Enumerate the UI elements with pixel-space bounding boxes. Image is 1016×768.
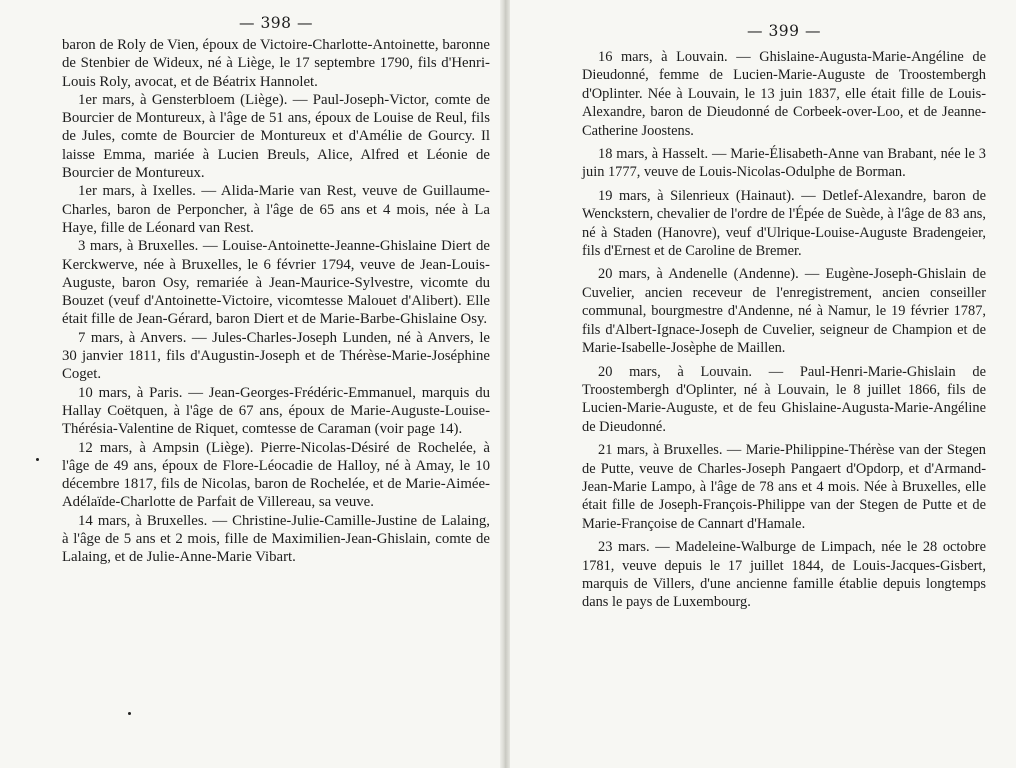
entry: 12 mars, à Ampsin (Liège). Pierre-Nicolas-Désiré de Rochelée, à l'âge de 49 ans, époux de Flore-Léocadie de Halloy, né à Amay, le 10 décembre 1817, fils de Nicolas, baron de Rochelée, et de Marie-Aimée-Adélaïde-Charlotte de Parfait de Villereau, sa veuve.	[62, 439, 490, 511]
entry: 21 mars, à Bruxelles. — Marie-Philippine-Thérèse van der Stegen de Putte, veuve de Charles-Joseph Pangaert d'Opdorp, et d'Armand-Jean-Marie Lampo, à l'âge de 78 ans et 4 mois. Née à Bruxelles, elle était fille de Joseph-François-Philippe van der Stegen de Putte et de Marie-Françoise de Cannart d'Hamale.	[582, 442, 986, 532]
page-number-right: — 399 —	[747, 22, 821, 40]
entry: 19 mars, à Silenrieux (Hainaut). — Detlef-Alexandre, baron de Wenckstern, chevalier de l'ordre de l'Épée de Suède, à l'âge de 83 ans, né à Staden (Hanovre), veuf d'Ulrique-Louise-Auguste Bradengeier, fils d'Ernest et de Caroline de Bremer.	[582, 187, 986, 260]
ink-speck	[128, 712, 131, 715]
entry: baron de Roly de Vien, époux de Victoire-Charlotte-Antoinette, baronne de Stenbier de Wideux, né à Liège, le 17 septembre 1790, fils d'Henri-Louis Roly, avocat, et de Béatrix Hannolet.	[62, 37, 490, 90]
entry: 3 mars, à Bruxelles. — Louise-Antoinette-Jeanne-Ghislaine Diert de Kerckwerve, née à Bruxelles, le 6 février 1794, veuve de Jean-Louis-Auguste, baron Osy, remariée à Jean-Maurice-Sylvestre, vicomte du Bouzet (veuf d'Antoinette-Victoire, vicomtesse Malouet d'Alibert). Elle était fille de Jean-Gérard, baron Diert et de Marie-Barbe-Ghislaine Osy.	[62, 238, 490, 328]
entry: 10 mars, à Paris. — Jean-Georges-Frédéric-Emmanuel, marquis du Hallay Coëtquen, à l'âge de 67 ans, époux de Marie-Auguste-Louise-Thérésia-Valentine de Riquet, comtesse de Caraman (voir page 14).	[62, 384, 490, 438]
left-page	[0, 0, 500, 768]
entry: 1er mars, à Ixelles. — Alida-Marie van Rest, veuve de Guillaume-Charles, baron de Perponcher, à l'âge de 65 ans et 4 mois, née à La Haye, fille de Léonard van Rest.	[62, 183, 490, 236]
entry: 7 mars, à Anvers. — Jules-Charles-Joseph Lunden, né à Anvers, le 30 janvier 1811, fils d'Augustin-Joseph et de Thérèse-Marie-Joséphine Coget.	[62, 329, 490, 383]
entry: 18 mars, à Hasselt. — Marie-Élisabeth-Anne van Brabant, née le 3 juin 1777, veuve de Louis-Nicolas-Odulphe de Borman.	[582, 146, 986, 181]
page-number-left: — 398 —	[239, 14, 313, 32]
entry: 20 mars, à Louvain. — Paul-Henri-Marie-Ghislain de Troostembergh d'Oplinter, né à Louvain, le 8 juillet 1866, fils de Lucien-Marie-Auguste, et de feu Ghislaine-Augusta-Marie-Angéline de Dieudonné.	[582, 363, 986, 435]
entry: 1er mars, à Gensterbloem (Liège). — Paul-Joseph-Victor, comte de Bourcier de Montureux, à l'âge de 51 ans, époux de Louise de Reul, fils de Jules, comte de Bourcier de Montureux et d'Amélie de Gourcy. Il laisse Emma, mariée à Lucien Breuls, Alice, Alfred et Léonie de Bourcier de Montureux.	[62, 91, 490, 182]
entry: 20 mars, à Andenelle (Andenne). — Eugène-Joseph-Ghislain de Cuvelier, ancien receveur de l'enregistrement, ancien conseiller communal, bourgmestre d'Andenne, né à Namur, le 19 février 1787, fils d'Albert-Ignace-Joseph de Cuvelier, seigneur de Champion et de Marie-Isabelle-Josèphe de Maillen.	[582, 266, 986, 357]
entry: 14 mars, à Bruxelles. — Christine-Julie-Camille-Justine de Lalaing, à l'âge de 5 ans et 2 mois, fille de Maximilien-Jean-Ghislain, comte de Lalaing, et de Julie-Anne-Marie Vibart.	[62, 512, 490, 566]
ink-speck	[36, 458, 39, 461]
right-page	[508, 0, 1016, 768]
entry: 23 mars. — Madeleine-Walburge de Limpach, née le 28 octobre 1781, veuve depuis le 17 juillet 1844, de Louis-Jacques-Gisbert, marquis de Villers, d'une ancienne famille établie depuis longtemps dans le pays de Luxembourg.	[582, 539, 986, 611]
entry: 16 mars, à Louvain. — Ghislaine-Augusta-Marie-Angéline de Dieudonné, femme de Lucien-Marie-Auguste de Troostembergh d'Oplinter. Née à Louvain, le 13 juin 1837, elle était fille de Louis-Alexandre, baron de Dieudonné de Corbeek-over-Loo, et de Jeanne-Catherine Joostens.	[582, 49, 986, 139]
